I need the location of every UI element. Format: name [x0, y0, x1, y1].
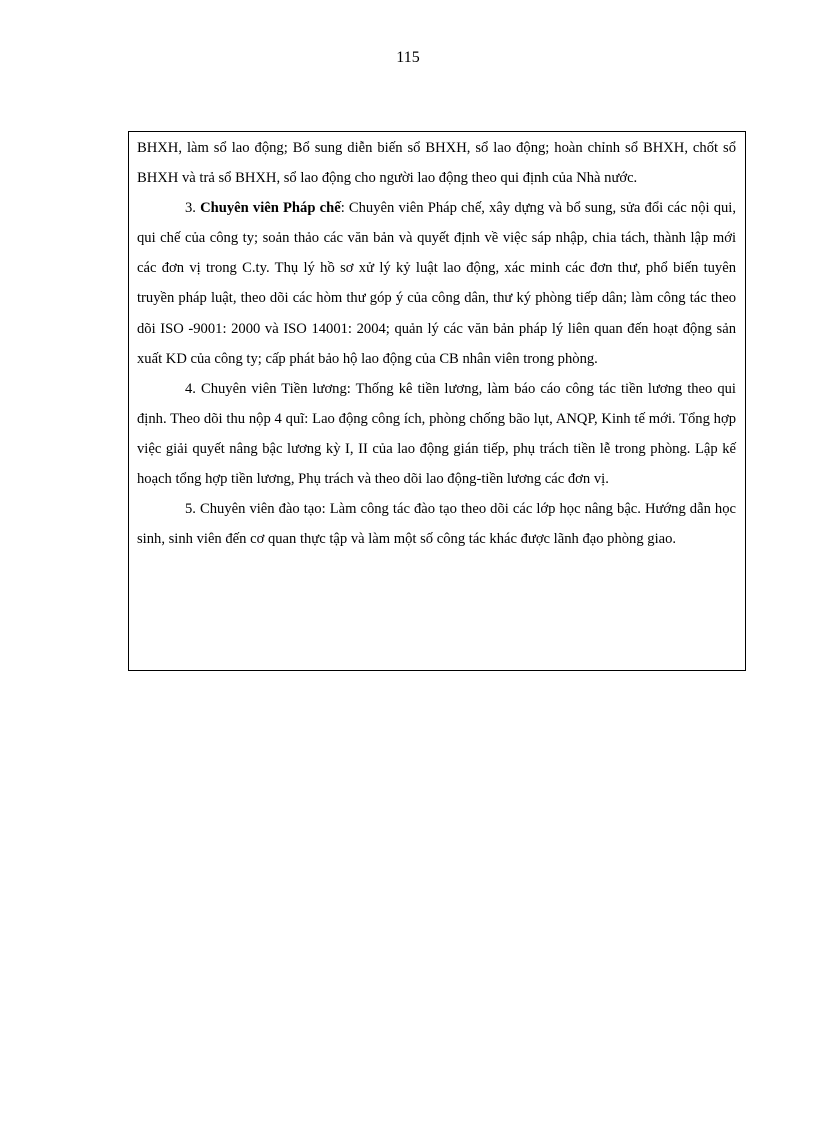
page-number: 115: [396, 49, 420, 66]
item-3-text: : Chuyên viên Pháp chế, xây dựng và bổ sung, sửa đổi các nội qui, qui chế của công ty; soản thảo các văn bản và quyết định về việc sáp nhập, chia tách, thành lập mới các đơn vị trong C.ty. Thụ lý hồ sơ xử lý kỷ luật lao động, xác minh các đơn thư, phổ biến tuyên truyền pháp luật, theo dõi các hòm thư góp ý của công dân, thư ký phòng tiếp dân; làm công tác theo dõi ISO -9001: 2000 và ISO 14001: 2004; quản lý các văn bản pháp lý liên quan đến hoạt động sản xuất KD của công ty; cấp phát bảo hộ lao động của CB nhân viên trong phòng.: [137, 200, 736, 367]
paragraph-item-5: 5. Chuyên viên đào tạo: Làm công tác đào tạo theo dõi các lớp học nâng bậc. Hướng dẫn học sinh, sinh viên đến cơ quan thực tập và làm một số công tác khác được lãnh đạo phòng giao.: [137, 501, 736, 548]
paragraph-item-4: 4. Chuyên viên Tiền lương: Thống kê tiền lương, làm báo cáo công tác tiền lương theo qui định. Theo dõi thu nộp 4 quĩ: Lao động công ích, phòng chống bão lụt, ANQP, Kinh tế mới. Tổng hợp việc giải quyết nâng bậc lương kỳ I, II của lao động gián tiếp, phụ trách tiền lễ trong phòng. Lập kế hoạch tổng hợp tiền lương, Phụ trách và theo dõi lao động-tiền lương các đơn vị.: [137, 380, 736, 488]
item-3-number: 3.: [185, 200, 196, 217]
content-box: [128, 131, 746, 671]
paragraph-item-3: [137, 193, 736, 374]
item-3-heading: Chuyên viên Pháp chế: [200, 200, 341, 217]
paragraph-intro: BHXH, làm sổ lao động; Bổ sung diễn biến sổ BHXH, sổ lao động; hoàn chỉnh sổ BHXH, chốt sổ BHXH và trả sổ BHXH, sổ lao động cho người lao động theo qui định của Nhà nước.: [137, 140, 736, 187]
